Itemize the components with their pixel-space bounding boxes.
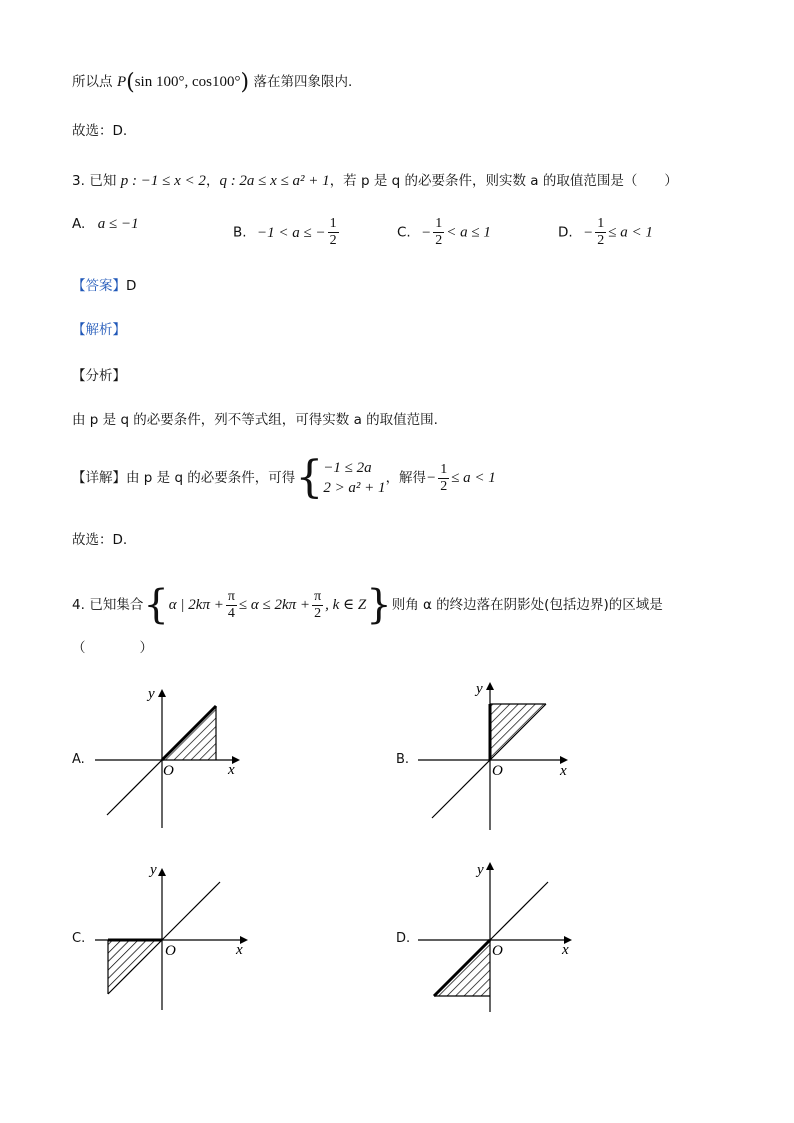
y-arrow: [486, 682, 494, 690]
option-pre: −1 < a ≤ −: [257, 224, 326, 241]
frac-num: 1: [329, 216, 337, 231]
y-label: y: [148, 686, 155, 702]
frac-den: 2: [597, 233, 605, 248]
origin-label: O: [492, 943, 503, 959]
point-coords: sin 100°, cos100°: [134, 74, 241, 90]
detail-text-1: 由 p 是 q 的必要条件，可得: [126, 470, 296, 486]
set-part-c: , k ∈ Z: [325, 597, 367, 613]
set-part-b: ≤ α ≤ 2kπ +: [238, 597, 311, 613]
option-post: ≤ a < 1: [608, 224, 653, 241]
q3-stem-2: ，若 p 是 q 的必要条件，则实数 a 的取值范围是（ ）: [329, 173, 678, 189]
q3-sep: ，: [205, 173, 220, 189]
system-row-2: 2 > a² + 1: [323, 480, 386, 496]
graph-a-label: A.: [72, 752, 85, 767]
q4-stem-2: 则角 α 的终边落在阴影处(包括边界)的区域是: [391, 597, 663, 613]
diagonal-line: [162, 882, 220, 940]
answer-tag: 【答案】: [72, 278, 126, 294]
q4-stem-1: 已知集合: [89, 597, 144, 613]
set-part-a: α | 2kπ +: [168, 597, 224, 613]
graph-d-plot: [418, 862, 572, 1012]
explain-tag: 【解析】: [72, 322, 126, 338]
q3-p-def: p : −1 ≤ x < 2: [120, 173, 206, 189]
graph-c-label: C.: [72, 931, 86, 946]
q4-number: 4.: [72, 597, 85, 613]
system-row-1: −1 ≤ 2a: [323, 460, 372, 476]
y-label: y: [150, 862, 157, 878]
frac-den: 2: [440, 478, 448, 494]
option-label: A.: [72, 216, 86, 232]
set-brace-open: {: [143, 582, 169, 628]
answer-value: D: [126, 278, 137, 294]
origin-label: O: [492, 763, 503, 779]
option-pre: −: [421, 224, 432, 241]
graph-b-label: B.: [396, 752, 410, 767]
q3-choice: 故选：D.: [72, 532, 128, 548]
paren-close: ): [240, 70, 250, 95]
q2-choice: 故选：D.: [72, 123, 128, 139]
y-arrow: [158, 868, 166, 876]
option-text: a ≤ −1: [97, 216, 139, 232]
option-label: C.: [397, 224, 411, 241]
q3-stem-1: 已知: [89, 173, 117, 189]
graph-b-plot: [418, 681, 568, 830]
frac-den: 4: [227, 605, 235, 621]
x-label: x: [562, 942, 569, 958]
option-label: D.: [558, 224, 573, 241]
frac-num: π: [314, 588, 322, 604]
option-label: B.: [233, 224, 247, 241]
analysis-tag: 【分析】: [72, 368, 126, 384]
intro-suffix: 落在第四象限内.: [253, 74, 353, 90]
frac-den: 2: [329, 233, 337, 248]
origin-label: O: [165, 943, 176, 959]
frac-den: 2: [314, 605, 322, 621]
frac-num: 1: [435, 216, 443, 231]
detail-text-2: ，解得: [385, 470, 427, 486]
graph-a-plot: [95, 686, 240, 828]
frac-num: 1: [440, 461, 448, 477]
y-arrow: [486, 862, 494, 870]
diagonal-line: [107, 760, 162, 815]
diagonal-line: [432, 760, 490, 818]
analysis-text: 由 p 是 q 的必要条件，列不等式组，可得实数 a 的取值范围.: [72, 412, 438, 428]
result-post: ≤ a < 1: [451, 470, 496, 486]
q3-number: 3.: [72, 173, 85, 189]
graph-d-label: D.: [396, 931, 411, 946]
x-label: x: [560, 763, 567, 779]
x-label: x: [236, 942, 243, 958]
set-brace-close: }: [366, 582, 392, 628]
point-name: P: [116, 74, 127, 90]
origin-label: O: [163, 763, 174, 779]
y-arrow: [158, 689, 166, 697]
intro-prefix: 所以点: [72, 74, 113, 90]
y-label: y: [476, 681, 483, 697]
option-post: < a ≤ 1: [446, 224, 491, 241]
y-label: y: [477, 862, 484, 878]
x-label: x: [228, 762, 235, 778]
result-pre: −: [426, 470, 437, 486]
q4-paren: （ ）: [72, 640, 153, 656]
option-pre: −: [583, 224, 594, 241]
detail-tag: 【详解】: [72, 470, 126, 486]
frac-den: 2: [435, 233, 443, 248]
frac-num: 1: [597, 216, 605, 231]
system-brace: {: [295, 452, 324, 503]
diagonal-line: [490, 882, 548, 940]
paren-open: (: [126, 70, 135, 95]
graph-c-plot: [95, 862, 248, 1010]
q3-q-def: q : 2a ≤ x ≤ a² + 1: [219, 173, 330, 189]
frac-num: π: [227, 588, 235, 604]
